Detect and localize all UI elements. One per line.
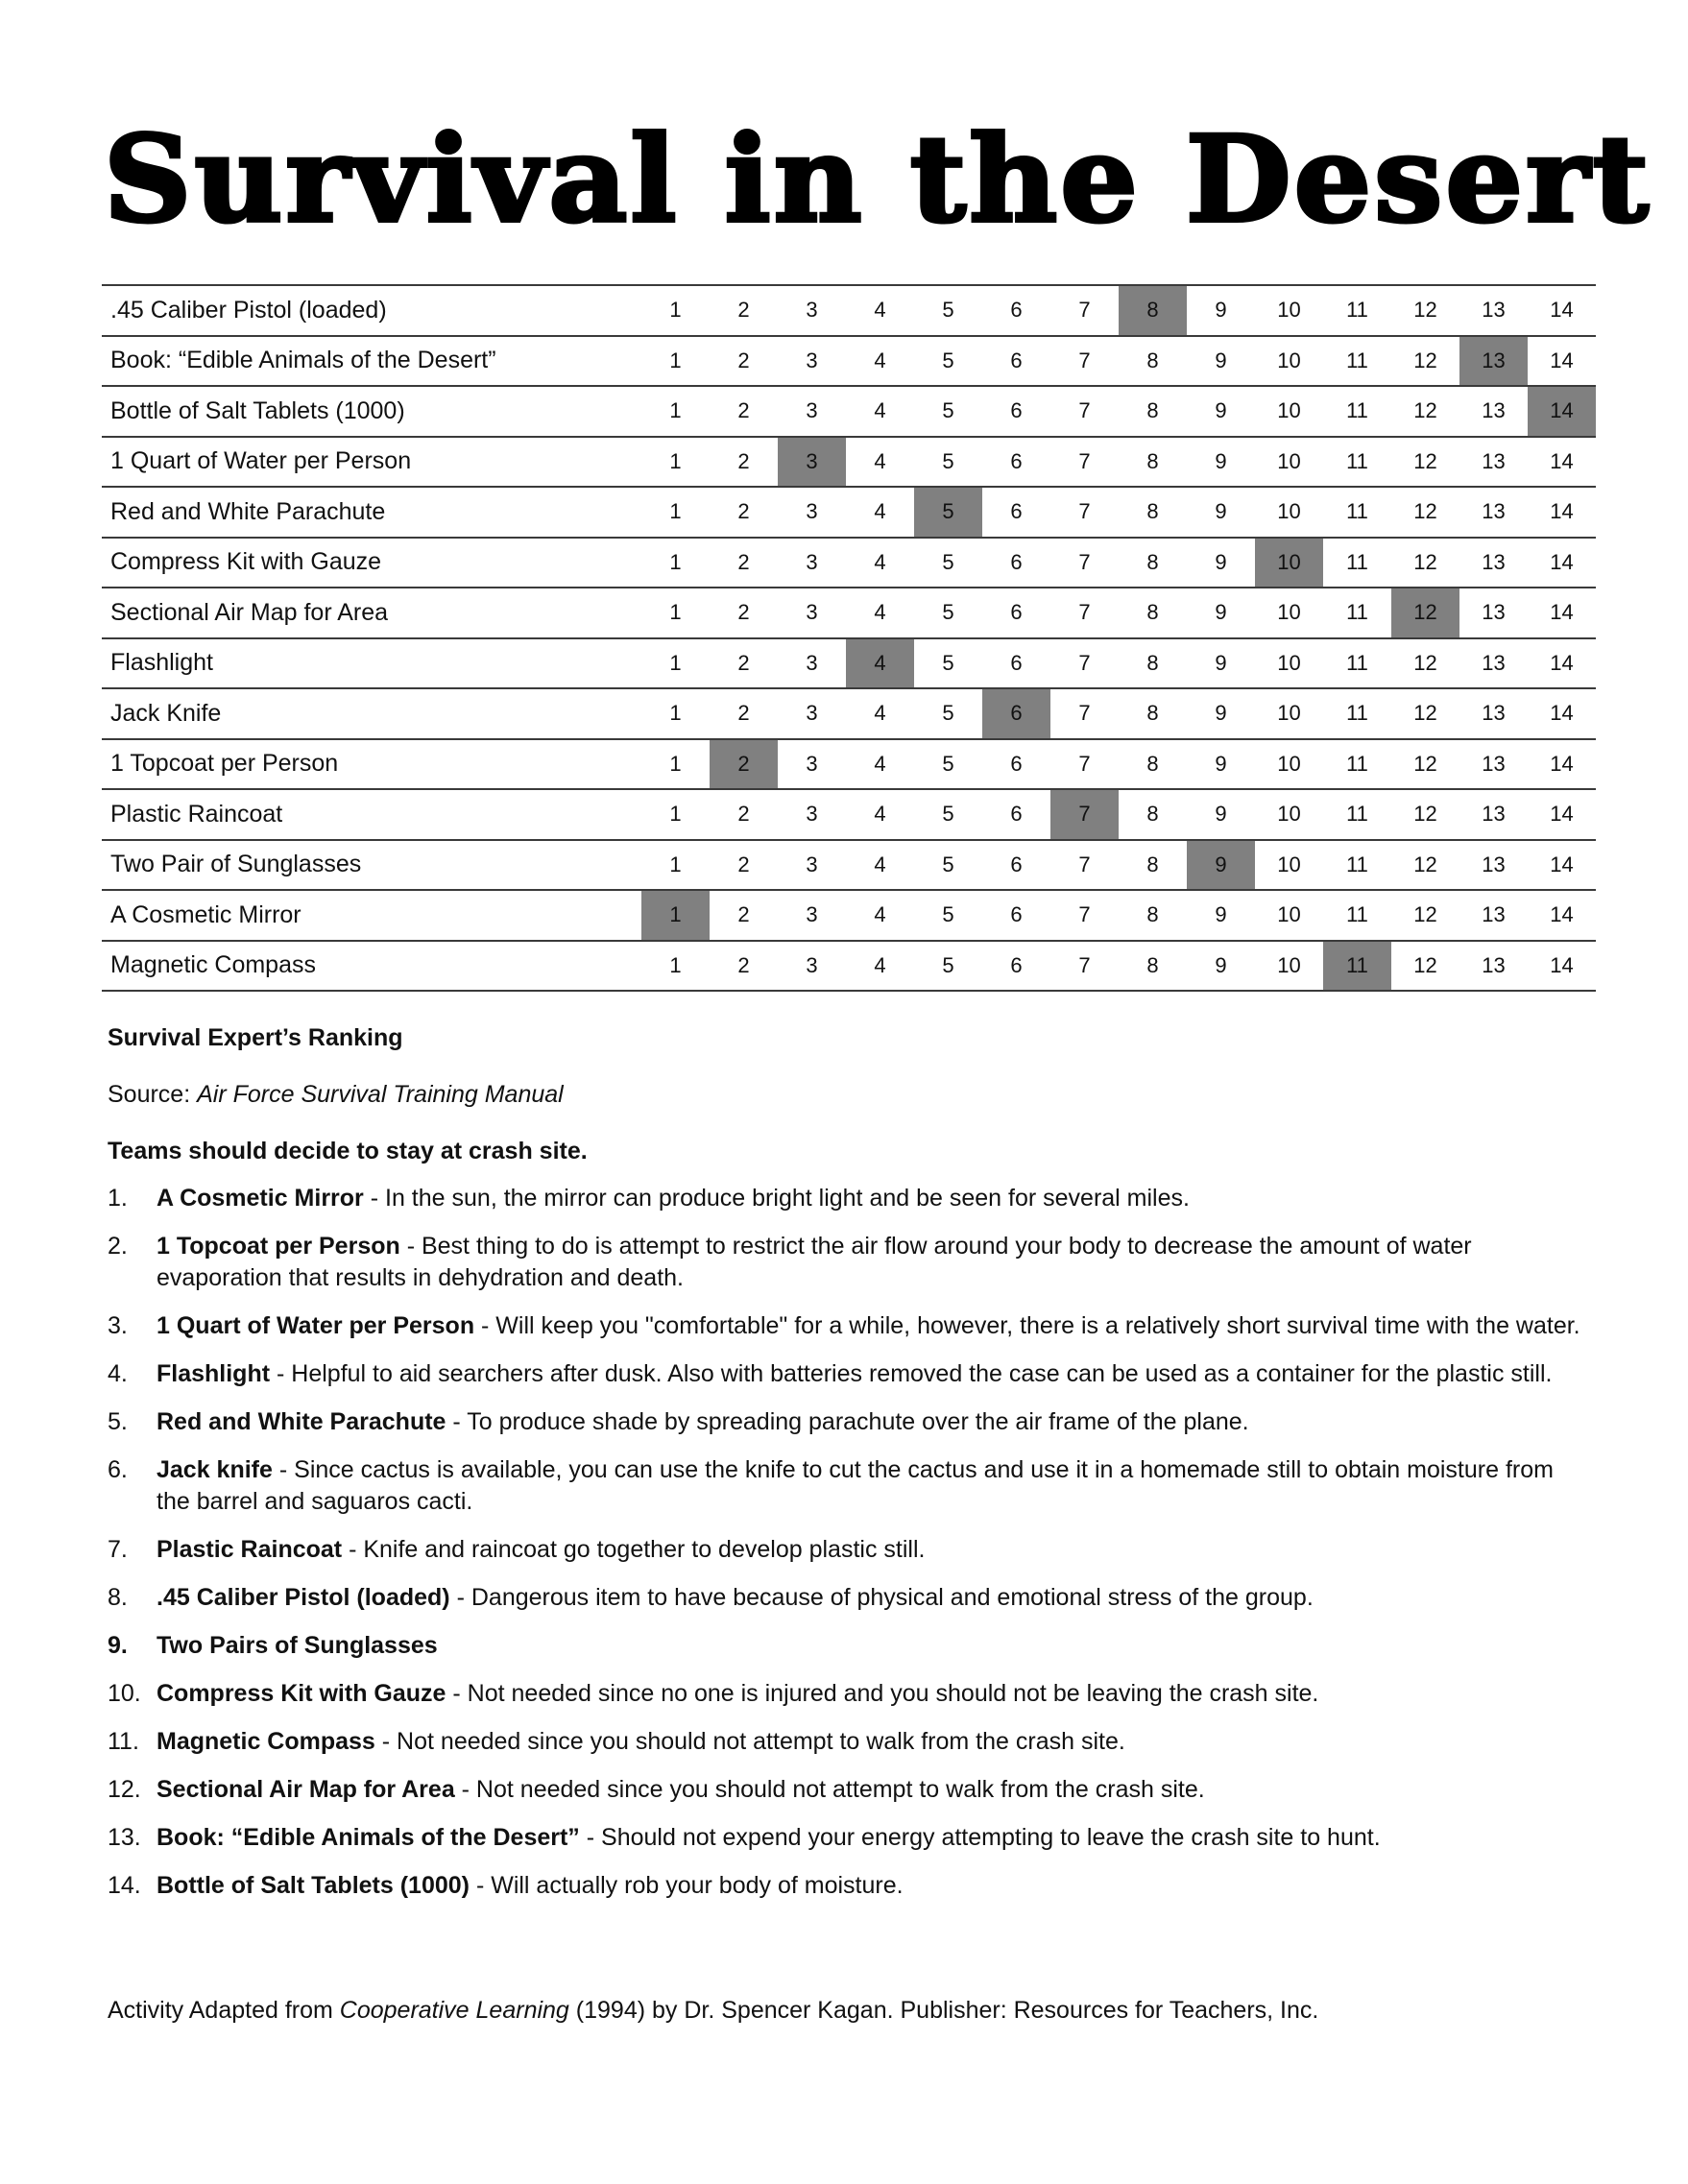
list-item-name: Red and White Parachute <box>157 1408 446 1435</box>
rank-cell[interactable]: 8 <box>1119 487 1187 538</box>
rank-cell[interactable]: 1 <box>641 638 710 689</box>
rank-cell[interactable]: 4 <box>846 789 914 840</box>
list-number: 8. <box>108 1584 128 1611</box>
rank-cell[interactable]: 4 <box>846 688 914 739</box>
list-number: 13. <box>108 1824 141 1851</box>
table-row <box>102 487 1596 538</box>
rank-cell[interactable]: 6 <box>982 739 1050 790</box>
rank-cell[interactable]: 5 <box>914 789 982 840</box>
rank-cell-selected[interactable]: 3 <box>778 437 846 488</box>
expert-ranking-heading: Survival Expert’s Ranking <box>108 1024 403 1051</box>
list-number: 2. <box>108 1233 128 1260</box>
list-item-description: - In the sun, the mirror can produce bright light and be seen for several miles. <box>363 1185 1190 1212</box>
list-item <box>108 1870 1591 1902</box>
list-item-description: - Since cactus is available, you can use the knife to cut the cactus and use it in a homemade still to obtain moisture from the barrel and saguaros cacti. <box>157 1456 1554 1515</box>
list-item-name: Book: “Edible Animals of the Desert” <box>157 1824 580 1851</box>
attribution-footer <box>108 1995 1591 2027</box>
rank-cell[interactable]: 12 <box>1391 386 1459 437</box>
list-item <box>108 1678 1591 1710</box>
page-title: Survival in the Desert <box>104 110 1652 250</box>
rank-cell[interactable]: 3 <box>778 890 846 941</box>
list-item-description: - Best thing to do is attempt to restrict the air flow around your body to decrease the amount of water evaporation that results in dehydration and death. <box>157 1233 1472 1291</box>
rank-cell[interactable]: 2 <box>710 386 778 437</box>
rank-cell[interactable]: 8 <box>1119 588 1187 638</box>
rank-cell[interactable]: 8 <box>1119 890 1187 941</box>
rank-cell[interactable]: 1 <box>641 487 710 538</box>
table-row <box>102 941 1596 992</box>
rank-cell[interactable]: 2 <box>710 688 778 739</box>
rank-cell[interactable]: 3 <box>778 538 846 588</box>
list-item <box>108 1774 1591 1806</box>
rank-cell[interactable]: 7 <box>1050 386 1119 437</box>
rank-cell[interactable]: 5 <box>914 688 982 739</box>
rank-cell[interactable]: 1 <box>641 840 710 891</box>
rank-cell[interactable]: 1 <box>641 941 710 992</box>
table-row <box>102 739 1596 790</box>
source-label: Source: <box>108 1081 198 1108</box>
rank-cell[interactable]: 1 <box>641 538 710 588</box>
rank-cell[interactable]: 11 <box>1323 336 1391 387</box>
rank-cell[interactable]: 11 <box>1323 890 1391 941</box>
rank-cell[interactable]: 8 <box>1119 941 1187 992</box>
list-number: 12. <box>108 1776 141 1803</box>
footer-prefix: Activity Adapted from <box>108 1997 340 2024</box>
rank-cell[interactable]: 10 <box>1255 437 1323 488</box>
rank-cell-selected[interactable]: 11 <box>1323 941 1391 992</box>
rank-cell[interactable]: 7 <box>1050 890 1119 941</box>
rank-cell[interactable]: 5 <box>914 386 982 437</box>
table-row <box>102 588 1596 638</box>
rank-cell[interactable]: 14 <box>1528 789 1596 840</box>
rank-cell[interactable]: 11 <box>1323 437 1391 488</box>
item-label: .45 Caliber Pistol (loaded) <box>102 285 641 336</box>
rank-cell-selected[interactable]: 10 <box>1255 538 1323 588</box>
rank-cell[interactable]: 11 <box>1323 688 1391 739</box>
rank-cell[interactable]: 6 <box>982 840 1050 891</box>
item-label: Jack Knife <box>102 688 641 739</box>
rank-cell[interactable]: 5 <box>914 285 982 336</box>
rank-cell[interactable]: 5 <box>914 336 982 387</box>
rank-cell[interactable]: 12 <box>1391 638 1459 689</box>
rank-cell[interactable]: 1 <box>641 588 710 638</box>
list-item-description: - Should not expend your energy attempting to leave the crash site to hunt. <box>579 1824 1381 1851</box>
table-row <box>102 789 1596 840</box>
list-item-name: Sectional Air Map for Area <box>157 1776 455 1803</box>
list-item-description: - Will actually rob your body of moisture. <box>470 1872 904 1899</box>
table-row <box>102 386 1596 437</box>
list-item <box>108 1358 1591 1390</box>
table-row <box>102 638 1596 689</box>
rank-cell[interactable]: 9 <box>1187 437 1255 488</box>
rank-cell[interactable]: 4 <box>846 739 914 790</box>
table-row <box>102 890 1596 941</box>
rank-cell[interactable]: 10 <box>1255 688 1323 739</box>
rank-cell[interactable]: 2 <box>710 588 778 638</box>
rank-cell[interactable]: 4 <box>846 840 914 891</box>
rank-cell-selected[interactable]: 4 <box>846 638 914 689</box>
list-number: 10. <box>108 1680 141 1707</box>
footer-suffix: (1994) by Dr. Spencer Kagan. Publisher: Resources for Teachers, Inc. <box>568 1997 1319 2024</box>
rank-cell[interactable]: 14 <box>1528 941 1596 992</box>
rank-cell[interactable]: 9 <box>1187 336 1255 387</box>
rank-cell[interactable]: 10 <box>1255 941 1323 992</box>
rank-cell[interactable]: 6 <box>982 487 1050 538</box>
list-item <box>108 1582 1591 1614</box>
rank-cell[interactable]: 9 <box>1187 386 1255 437</box>
rank-cell-selected[interactable]: 7 <box>1050 789 1119 840</box>
rank-cell[interactable]: 9 <box>1187 638 1255 689</box>
rank-cell[interactable]: 14 <box>1528 739 1596 790</box>
rank-cell[interactable]: 14 <box>1528 588 1596 638</box>
rank-cell[interactable]: 11 <box>1323 285 1391 336</box>
table-row <box>102 688 1596 739</box>
rank-cell[interactable]: 12 <box>1391 285 1459 336</box>
rank-cell[interactable]: 9 <box>1187 890 1255 941</box>
list-number: 4. <box>108 1360 128 1387</box>
list-number: 3. <box>108 1312 128 1339</box>
rank-cell[interactable]: 12 <box>1391 538 1459 588</box>
rank-cell[interactable]: 12 <box>1391 437 1459 488</box>
list-item-description: - Will keep you "comfortable" for a while, however, there is a relatively short survival time with the water. <box>474 1312 1580 1339</box>
rank-cell[interactable]: 11 <box>1323 789 1391 840</box>
rank-cell[interactable]: 5 <box>914 840 982 891</box>
rank-cell[interactable]: 7 <box>1050 285 1119 336</box>
rank-cell[interactable]: 7 <box>1050 538 1119 588</box>
list-item-name: Compress Kit with Gauze <box>157 1680 446 1707</box>
rank-cell[interactable]: 9 <box>1187 789 1255 840</box>
rank-cell-selected[interactable]: 9 <box>1187 840 1255 891</box>
list-item-description: - Not needed since you should not attempt to walk from the crash site. <box>454 1776 1205 1803</box>
item-label: Compress Kit with Gauze <box>102 538 641 588</box>
rank-cell[interactable]: 6 <box>982 588 1050 638</box>
list-item <box>108 1822 1591 1854</box>
rank-cell-selected[interactable]: 5 <box>914 487 982 538</box>
rank-cell[interactable]: 14 <box>1528 285 1596 336</box>
rank-cell[interactable]: 2 <box>710 941 778 992</box>
list-item-name: 1 Topcoat per Person <box>157 1233 400 1260</box>
rank-cell[interactable]: 14 <box>1528 890 1596 941</box>
list-number: 6. <box>108 1456 128 1483</box>
rank-cell[interactable]: 7 <box>1050 336 1119 387</box>
rank-cell-selected[interactable]: 13 <box>1459 336 1528 387</box>
rank-cell[interactable]: 12 <box>1391 789 1459 840</box>
rank-cell[interactable]: 12 <box>1391 336 1459 387</box>
ranking-table <box>102 284 1596 992</box>
rank-cell[interactable]: 3 <box>778 638 846 689</box>
list-item <box>108 1534 1591 1566</box>
rank-cell[interactable]: 5 <box>914 638 982 689</box>
rank-cell[interactable]: 13 <box>1459 789 1528 840</box>
rank-cell[interactable]: 14 <box>1528 336 1596 387</box>
rank-cell[interactable]: 13 <box>1459 638 1528 689</box>
rank-cell[interactable]: 3 <box>778 688 846 739</box>
rank-cell[interactable]: 10 <box>1255 890 1323 941</box>
rank-cell[interactable]: 2 <box>710 285 778 336</box>
rank-cell[interactable]: 10 <box>1255 739 1323 790</box>
table-row <box>102 285 1596 336</box>
rank-cell[interactable]: 5 <box>914 437 982 488</box>
item-label: Red and White Parachute <box>102 487 641 538</box>
rank-cell[interactable]: 6 <box>982 789 1050 840</box>
rank-cell[interactable]: 11 <box>1323 840 1391 891</box>
rank-cell[interactable]: 8 <box>1119 638 1187 689</box>
ranking-table-body <box>102 285 1596 991</box>
item-label: Flashlight <box>102 638 641 689</box>
list-item-description: - To produce shade by spreading parachute over the air frame of the plane. <box>446 1408 1249 1435</box>
list-number: 9. <box>108 1632 128 1659</box>
list-item-name: 1 Quart of Water per Person <box>157 1312 475 1339</box>
rank-cell[interactable]: 4 <box>846 437 914 488</box>
rank-cell[interactable]: 8 <box>1119 386 1187 437</box>
rank-cell[interactable]: 14 <box>1528 688 1596 739</box>
rank-cell[interactable]: 8 <box>1119 688 1187 739</box>
rank-cell[interactable]: 14 <box>1528 437 1596 488</box>
rank-cell[interactable]: 8 <box>1119 840 1187 891</box>
rank-cell[interactable]: 6 <box>982 437 1050 488</box>
rank-cell[interactable]: 12 <box>1391 739 1459 790</box>
rank-cell[interactable]: 3 <box>778 941 846 992</box>
rank-cell[interactable]: 1 <box>641 437 710 488</box>
item-label: 1 Quart of Water per Person <box>102 437 641 488</box>
rank-cell[interactable]: 7 <box>1050 739 1119 790</box>
rank-cell[interactable]: 10 <box>1255 336 1323 387</box>
rank-cell[interactable]: 13 <box>1459 890 1528 941</box>
list-item <box>108 1454 1591 1518</box>
rank-cell[interactable]: 4 <box>846 588 914 638</box>
rank-cell[interactable]: 10 <box>1255 588 1323 638</box>
rank-cell[interactable]: 6 <box>982 890 1050 941</box>
rank-cell[interactable]: 11 <box>1323 638 1391 689</box>
rank-cell[interactable]: 9 <box>1187 739 1255 790</box>
rank-cell[interactable]: 9 <box>1187 285 1255 336</box>
rank-cell-selected[interactable]: 2 <box>710 739 778 790</box>
rank-cell[interactable]: 13 <box>1459 840 1528 891</box>
rank-cell[interactable]: 9 <box>1187 688 1255 739</box>
rank-cell[interactable]: 2 <box>710 437 778 488</box>
rank-cell[interactable]: 12 <box>1391 487 1459 538</box>
list-number: 7. <box>108 1536 128 1563</box>
list-item-name: A Cosmetic Mirror <box>157 1185 364 1212</box>
rank-cell[interactable]: 13 <box>1459 739 1528 790</box>
rank-cell[interactable]: 10 <box>1255 487 1323 538</box>
rank-cell-selected[interactable]: 8 <box>1119 285 1187 336</box>
rank-cell[interactable]: 9 <box>1187 588 1255 638</box>
rank-cell[interactable]: 2 <box>710 538 778 588</box>
rank-cell[interactable]: 3 <box>778 386 846 437</box>
rank-cell[interactable]: 5 <box>914 739 982 790</box>
rank-cell[interactable]: 13 <box>1459 688 1528 739</box>
rank-cell[interactable]: 8 <box>1119 739 1187 790</box>
rank-cell[interactable]: 12 <box>1391 840 1459 891</box>
rank-cell[interactable]: 7 <box>1050 941 1119 992</box>
rank-cell[interactable]: 13 <box>1459 437 1528 488</box>
footer-book-title: Cooperative Learning <box>339 1997 569 2024</box>
list-number: 14. <box>108 1872 141 1899</box>
rank-cell[interactable]: 10 <box>1255 386 1323 437</box>
list-item-description: - Not needed since no one is injured and you should not be leaving the crash site. <box>446 1680 1319 1707</box>
rank-cell[interactable]: 2 <box>710 890 778 941</box>
rank-cell[interactable]: 7 <box>1050 840 1119 891</box>
list-item-description: - Not needed since you should not attempt to walk from the crash site. <box>374 1728 1125 1755</box>
rank-cell[interactable]: 3 <box>778 285 846 336</box>
rank-cell[interactable]: 3 <box>778 840 846 891</box>
rank-cell[interactable]: 11 <box>1323 487 1391 538</box>
rank-cell[interactable]: 2 <box>710 336 778 387</box>
rank-cell[interactable]: 13 <box>1459 285 1528 336</box>
rank-cell[interactable]: 3 <box>778 487 846 538</box>
rank-cell[interactable]: 10 <box>1255 638 1323 689</box>
list-item-name: Two Pairs of Sunglasses <box>157 1632 438 1659</box>
rank-cell[interactable]: 2 <box>710 638 778 689</box>
list-item <box>108 1310 1591 1342</box>
list-item <box>108 1630 1591 1662</box>
item-label: Sectional Air Map for Area <box>102 588 641 638</box>
rank-cell[interactable]: 2 <box>710 789 778 840</box>
rank-cell[interactable]: 8 <box>1119 437 1187 488</box>
table-row <box>102 840 1596 891</box>
rank-cell[interactable]: 8 <box>1119 336 1187 387</box>
list-item-name: Bottle of Salt Tablets (1000) <box>157 1872 470 1899</box>
rank-cell[interactable]: 7 <box>1050 437 1119 488</box>
rank-cell[interactable]: 12 <box>1391 688 1459 739</box>
rank-cell[interactable]: 6 <box>982 285 1050 336</box>
rank-cell[interactable]: 14 <box>1528 487 1596 538</box>
list-item-description: - Dangerous item to have because of physical and emotional stress of the group. <box>449 1584 1314 1611</box>
rank-cell-selected[interactable]: 1 <box>641 890 710 941</box>
rank-cell[interactable]: 4 <box>846 336 914 387</box>
rank-cell[interactable]: 11 <box>1323 538 1391 588</box>
rank-cell[interactable]: 13 <box>1459 386 1528 437</box>
rank-cell[interactable]: 4 <box>846 941 914 992</box>
rank-cell[interactable]: 9 <box>1187 538 1255 588</box>
rank-cell[interactable]: 4 <box>846 285 914 336</box>
item-label: Magnetic Compass <box>102 941 641 992</box>
rank-cell[interactable]: 6 <box>982 638 1050 689</box>
rank-cell[interactable]: 13 <box>1459 588 1528 638</box>
table-row <box>102 538 1596 588</box>
rank-cell[interactable]: 6 <box>982 941 1050 992</box>
rank-cell[interactable]: 6 <box>982 386 1050 437</box>
source-line <box>108 1079 1591 1111</box>
expert-ranking-list <box>108 1183 1591 1918</box>
rank-cell[interactable]: 2 <box>710 487 778 538</box>
rank-cell[interactable]: 6 <box>982 538 1050 588</box>
rank-cell[interactable]: 10 <box>1255 840 1323 891</box>
rank-cell[interactable]: 14 <box>1528 538 1596 588</box>
item-label: A Cosmetic Mirror <box>102 890 641 941</box>
rank-cell[interactable]: 14 <box>1528 840 1596 891</box>
rank-cell[interactable]: 13 <box>1459 941 1528 992</box>
rank-cell[interactable]: 13 <box>1459 538 1528 588</box>
rank-cell[interactable]: 6 <box>982 336 1050 387</box>
list-item-name: Plastic Raincoat <box>157 1536 343 1563</box>
item-label: Bottle of Salt Tablets (1000) <box>102 386 641 437</box>
rank-cell[interactable]: 4 <box>846 890 914 941</box>
rank-cell[interactable]: 5 <box>914 890 982 941</box>
rank-cell[interactable]: 4 <box>846 386 914 437</box>
rank-cell[interactable]: 7 <box>1050 588 1119 638</box>
rank-cell[interactable]: 11 <box>1323 739 1391 790</box>
rank-cell[interactable]: 1 <box>641 336 710 387</box>
item-label: Two Pair of Sunglasses <box>102 840 641 891</box>
rank-cell[interactable]: 1 <box>641 789 710 840</box>
rank-cell[interactable]: 1 <box>641 386 710 437</box>
item-label: Plastic Raincoat <box>102 789 641 840</box>
rank-cell[interactable]: 4 <box>846 487 914 538</box>
rank-cell[interactable]: 3 <box>778 588 846 638</box>
rank-cell[interactable]: 8 <box>1119 789 1187 840</box>
list-item-name: .45 Caliber Pistol (loaded) <box>157 1584 450 1611</box>
rank-cell[interactable]: 1 <box>641 688 710 739</box>
rank-cell[interactable]: 5 <box>914 538 982 588</box>
source-title: Air Force Survival Training Manual <box>197 1081 564 1108</box>
table-row <box>102 336 1596 387</box>
list-number: 11. <box>108 1728 139 1755</box>
list-item-description: - Helpful to aid searchers after dusk. Also with batteries removed the case can be used as a container for the plastic still. <box>270 1360 1553 1387</box>
rank-cell[interactable]: 3 <box>778 739 846 790</box>
rank-cell[interactable]: 10 <box>1255 285 1323 336</box>
rank-cell[interactable]: 1 <box>641 285 710 336</box>
rank-cell[interactable]: 12 <box>1391 890 1459 941</box>
rank-cell[interactable]: 7 <box>1050 487 1119 538</box>
list-item-description: - Knife and raincoat go together to develop plastic still. <box>342 1536 926 1563</box>
list-item-name: Flashlight <box>157 1360 271 1387</box>
rank-cell[interactable]: 12 <box>1391 941 1459 992</box>
rank-cell[interactable]: 7 <box>1050 688 1119 739</box>
list-item-name: Magnetic Compass <box>157 1728 375 1755</box>
list-item <box>108 1231 1591 1294</box>
decision-statement: Teams should decide to stay at crash site. <box>108 1138 588 1164</box>
list-item <box>108 1183 1591 1214</box>
rank-cell[interactable]: 13 <box>1459 487 1528 538</box>
rank-cell[interactable]: 10 <box>1255 789 1323 840</box>
rank-cell[interactable]: 9 <box>1187 487 1255 538</box>
rank-cell[interactable]: 4 <box>846 538 914 588</box>
rank-cell[interactable]: 5 <box>914 588 982 638</box>
rank-cell[interactable]: 5 <box>914 941 982 992</box>
rank-cell[interactable]: 11 <box>1323 588 1391 638</box>
rank-cell[interactable]: 1 <box>641 739 710 790</box>
rank-cell-selected[interactable]: 6 <box>982 688 1050 739</box>
list-item <box>108 1726 1591 1758</box>
list-number: 5. <box>108 1408 128 1435</box>
table-row <box>102 437 1596 488</box>
rank-cell[interactable]: 3 <box>778 336 846 387</box>
rank-cell[interactable]: 14 <box>1528 638 1596 689</box>
rank-cell-selected[interactable]: 12 <box>1391 588 1459 638</box>
item-label: Book: “Edible Animals of the Desert” <box>102 336 641 387</box>
rank-cell[interactable]: 3 <box>778 789 846 840</box>
list-number: 1. <box>108 1185 128 1212</box>
item-label: 1 Topcoat per Person <box>102 739 641 790</box>
rank-cell-selected[interactable]: 14 <box>1528 386 1596 437</box>
rank-cell[interactable]: 7 <box>1050 638 1119 689</box>
rank-cell[interactable]: 11 <box>1323 386 1391 437</box>
list-item-name: Jack knife <box>157 1456 273 1483</box>
list-item <box>108 1406 1591 1438</box>
rank-cell[interactable]: 8 <box>1119 538 1187 588</box>
rank-cell[interactable]: 2 <box>710 840 778 891</box>
rank-cell[interactable]: 9 <box>1187 941 1255 992</box>
